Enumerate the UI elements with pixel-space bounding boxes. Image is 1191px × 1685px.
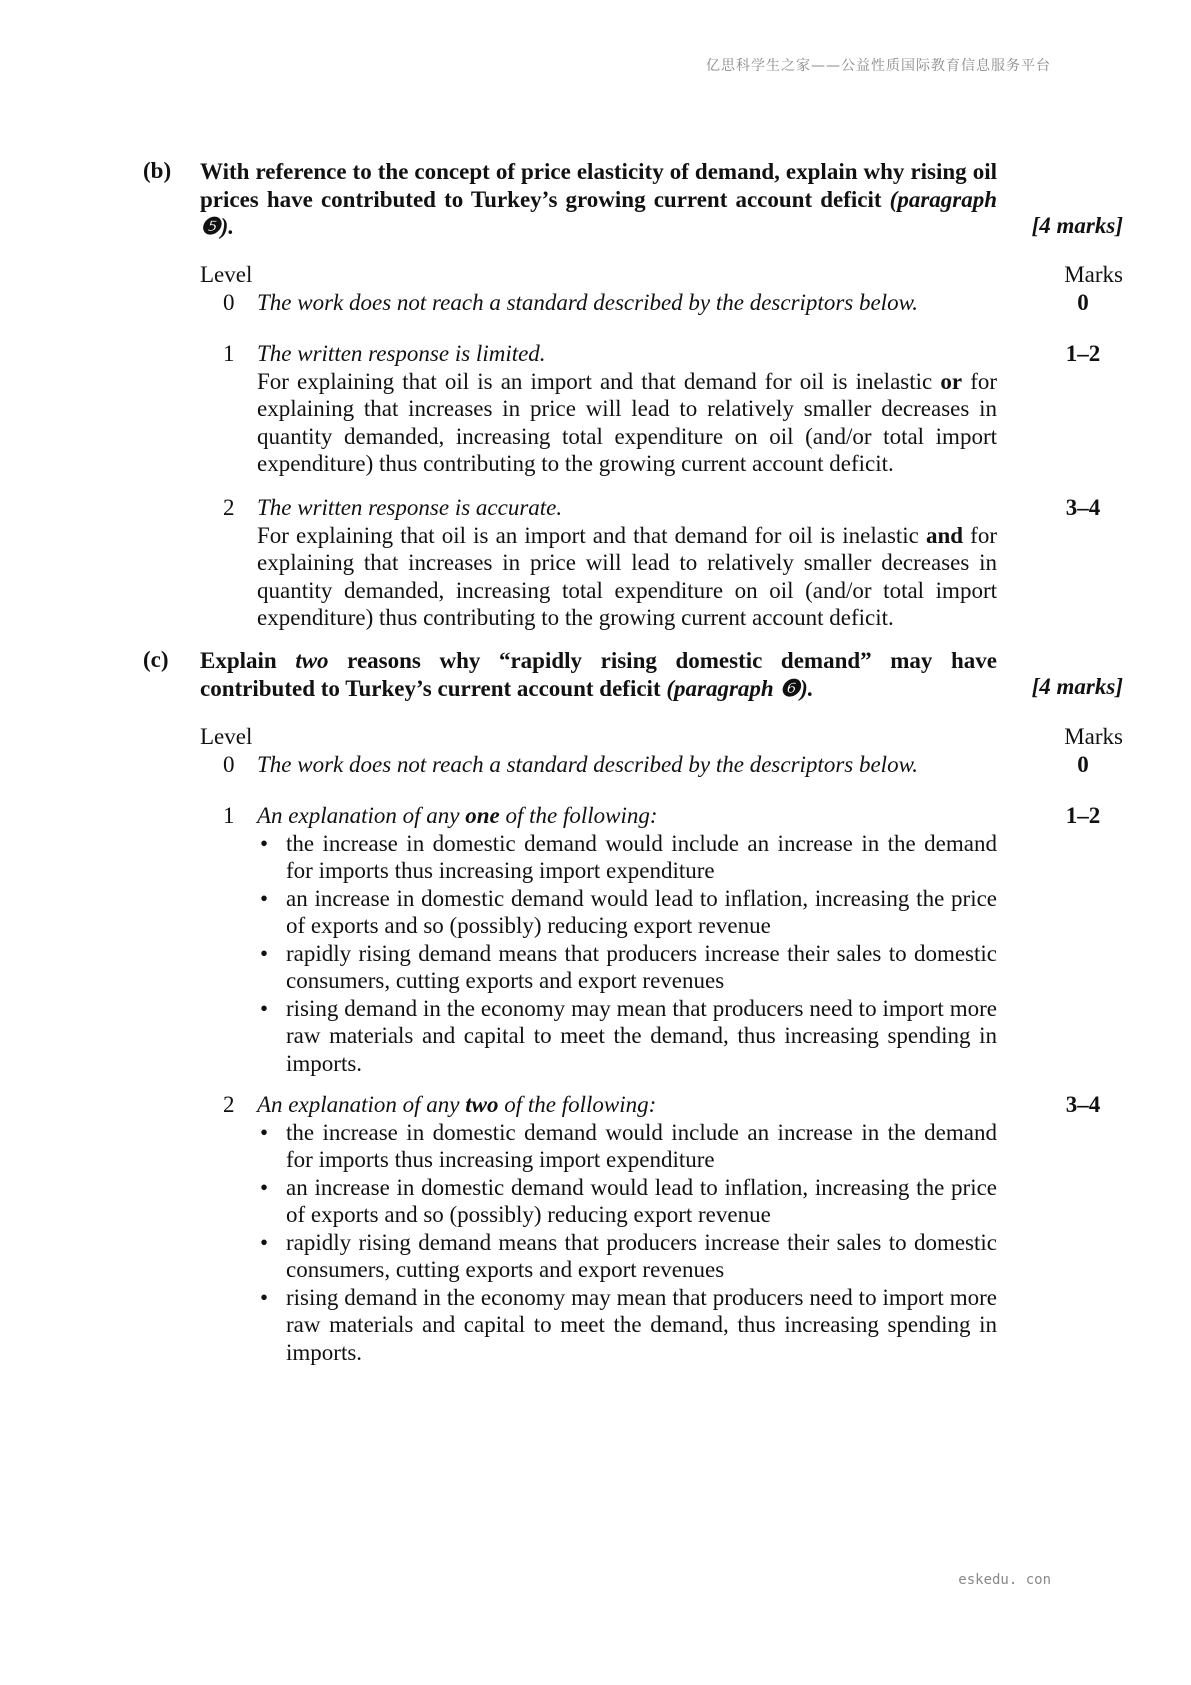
- level-marks: 3–4: [1065, 495, 1101, 520]
- question-c-prompt: Explain: [200, 648, 277, 673]
- level-header: Level: [200, 724, 253, 749]
- question-b-marks: [4 marks]: [1031, 213, 1123, 238]
- level-marks: 0: [1077, 752, 1089, 777]
- detail-text: For explaining that oil is an import and that demand for oil is inelastic: [257, 522, 919, 548]
- list-item: • rapidly rising demand means that producers increase their sales to domestic consumers, cutting exports and export revenues: [257, 940, 997, 995]
- bullet-list: [257, 830, 997, 1078]
- question-c-prompt: reasons why “rapidly rising domestic demand” may have contributed to Turkey’s current account deficit: [200, 648, 998, 701]
- level-descriptor: The written response is accurate.: [257, 495, 563, 520]
- footer-site: eskedu. con: [958, 1572, 1051, 1588]
- detail-keyword: and: [925, 522, 964, 548]
- list-item: • an increase in domestic demand would lead to inflation, increasing the price of exports and so (possibly) reducing export revenue: [257, 1174, 997, 1229]
- question-b-text: [200, 158, 997, 241]
- level-number: 2: [223, 1092, 235, 1117]
- list-item: • the increase in domestic demand would include an increase in the demand for imports thus increasing import expenditure: [257, 830, 997, 885]
- detail-keyword: or: [940, 368, 963, 394]
- list-item: • the increase in domestic demand would include an increase in the demand for imports thus increasing import expenditure: [257, 1119, 997, 1174]
- level-body: [257, 494, 997, 632]
- detail-text: for explaining that increases in price will lead to relatively smaller decreases in quantity demanded, increasing total expenditure on oil (and/or total import expenditure) thus contributing to the growing current account deficit.: [257, 522, 997, 630]
- level-number: 0: [223, 290, 235, 315]
- intro-text: An explanation of any: [257, 1092, 460, 1117]
- level-number: 1: [223, 341, 235, 366]
- level-detail: [257, 368, 997, 478]
- intro-text: An explanation of any: [257, 803, 460, 828]
- level-descriptor: The written response is limited.: [257, 341, 546, 366]
- level-intro: [257, 802, 997, 830]
- level-marks: 1–2: [1065, 341, 1101, 366]
- level-body: [257, 1091, 997, 1366]
- intro-keyword: two: [465, 1092, 499, 1117]
- list-item: • rising demand in the economy may mean that producers need to import more raw materials and capital to meet the demand, thus increasing spending in imports.: [257, 1284, 997, 1367]
- question-b-paragraph-ref: (paragraph ❺).: [200, 186, 998, 239]
- question-c-emphasis: two: [295, 648, 329, 673]
- list-item: • an increase in domestic demand would lead to inflation, increasing the price of exports and so (possibly) reducing export revenue: [257, 885, 997, 940]
- question-c-number: (c): [143, 647, 169, 672]
- level-body: [257, 340, 997, 478]
- level-detail: [257, 522, 997, 632]
- question-c-marks: [4 marks]: [1031, 674, 1123, 699]
- level-marks: 3–4: [1065, 1092, 1101, 1117]
- level-number: 1: [223, 803, 235, 828]
- bullet-list: [257, 1119, 997, 1367]
- question-b-prompt: With reference to the concept of price elasticity of demand, explain why rising oil prices have contributed to Turkey’s growing current account deficit: [200, 159, 997, 212]
- intro-keyword: one: [465, 803, 500, 828]
- question-b-number: (b): [143, 158, 172, 183]
- level-marks: 1–2: [1065, 803, 1101, 828]
- level-descriptor: The work does not reach a standard described by the descriptors below.: [257, 752, 918, 777]
- level-number: 2: [223, 495, 235, 520]
- marks-header: Marks: [1064, 724, 1123, 749]
- level-intro: [257, 1091, 997, 1119]
- intro-text: of the following:: [504, 1092, 657, 1117]
- level-descriptor: The work does not reach a standard described by the descriptors below.: [257, 290, 918, 315]
- level-body: [257, 802, 997, 1077]
- intro-text: of the following:: [505, 803, 658, 828]
- question-c-text: [200, 647, 997, 702]
- level-header: Level: [200, 262, 253, 287]
- detail-text: for explaining that increases in price will lead to relatively smaller decreases in quantity demanded, increasing total expenditure on oil (and/or total import expenditure) thus contributing to the growing current account deficit.: [257, 368, 998, 476]
- list-item: • rapidly rising demand means that producers increase their sales to domestic consumers, cutting exports and export revenues: [257, 1229, 997, 1284]
- detail-text: For explaining that oil is an import and that demand for oil is inelastic: [257, 368, 933, 394]
- marks-header: Marks: [1064, 262, 1123, 287]
- list-item: • rising demand in the economy may mean that producers need to import more raw materials and capital to meet the demand, thus increasing spending in imports.: [257, 995, 997, 1078]
- level-number: 0: [223, 752, 235, 777]
- question-c-paragraph-ref: (paragraph ❻).: [666, 675, 814, 701]
- level-marks: 0: [1077, 290, 1089, 315]
- header-watermark: 亿思科学生之家——公益性质国际教育信息服务平台: [706, 58, 1051, 74]
